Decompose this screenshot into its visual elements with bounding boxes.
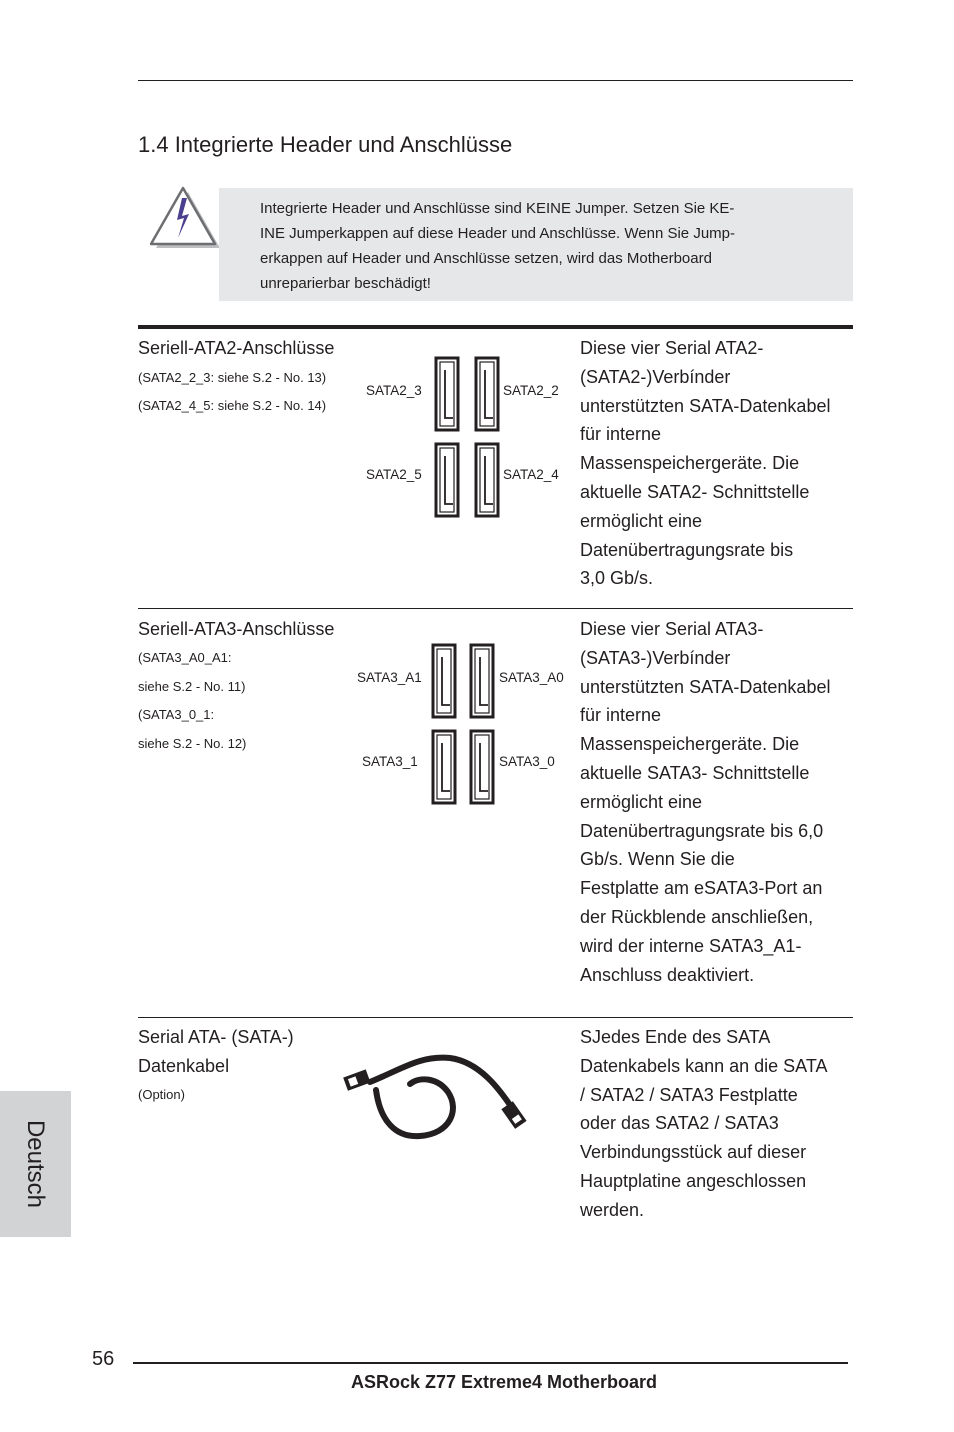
caution-text [260, 196, 799, 296]
sata2-note: (SATA2_2_3: siehe S.2 - No. 13) [138, 370, 327, 385]
port-label-sata2-5: SATA2_5 [366, 467, 422, 482]
desc-line: ermöglicht eine [580, 791, 703, 812]
language-tab [0, 1091, 71, 1237]
caution-box [219, 188, 853, 301]
sata3-note: siehe S.2 - No. 12) [138, 736, 247, 751]
cable-title: Datenkabel [138, 1056, 230, 1076]
table-top-rule [138, 325, 853, 329]
caution-line: INE Jumperkappen auf diese Header und Anschlüsse. Wenn Sie Jump- [260, 225, 735, 242]
sata3-note: (SATA3_A0_A1: [138, 650, 232, 665]
sata2-title: Seriell-ATA2-Anschlüsse [138, 338, 335, 358]
top-rule [138, 80, 853, 81]
desc-line: wird der interne SATA3_A1- [580, 935, 802, 956]
port-label-sata2-4: SATA2_4 [503, 467, 559, 482]
sata-port-icon [436, 444, 458, 516]
row-divider [138, 608, 853, 609]
cable-description [580, 1023, 852, 1225]
desc-line: Massenspeichergeräte. Die [580, 734, 800, 755]
sata2-note: (SATA2_4_5: siehe S.2 - No. 14) [138, 398, 327, 413]
sata-port-icon [476, 444, 498, 516]
port-label-sata2-2: SATA2_2 [503, 383, 559, 398]
desc-line: Datenübertragungsrate bis [580, 539, 794, 560]
desc-line: Festplatte am eSATA3-Port an [580, 878, 823, 899]
desc-line: Datenkabels kann an die SATA [580, 1055, 828, 1076]
port-label-sata3-a1: SATA3_A1 [357, 670, 422, 685]
desc-line: aktuelle SATA2- Schnittstelle [580, 481, 810, 502]
footer-brand: ASRock Z77 Extreme4 Motherboard [350, 1372, 658, 1392]
desc-line: Hauptplatine angeschlossen [580, 1170, 807, 1191]
desc-line: Verbindungsstück auf dieser [580, 1142, 807, 1163]
desc-line: (SATA3-)Verbínder [580, 647, 731, 668]
desc-line: / SATA2 / SATA3 Festplatte [580, 1084, 798, 1105]
row-divider [138, 1017, 853, 1018]
sata3-title: Seriell-ATA3-Anschlüsse [138, 619, 335, 639]
page-number: 56 [92, 1348, 115, 1370]
sata-port-icon [476, 358, 498, 430]
sata-port-icon [433, 645, 455, 717]
caution-line: Integrierte Header und Anschlüsse sind KEINE Jumper. Setzen Sie KE- [260, 200, 735, 217]
sata2-description [580, 334, 852, 593]
sata-port-icon [436, 358, 458, 430]
sata-port-icon [471, 645, 493, 717]
desc-line: für interne [580, 424, 662, 445]
port-label-sata3-1: SATA3_1 [362, 754, 418, 769]
desc-line: werden. [580, 1199, 645, 1220]
sata3-note: siehe S.2 - No. 11) [138, 679, 246, 694]
desc-line: unterstützten SATA-Datenkabel [580, 395, 831, 416]
desc-line: der Rückblende anschließen, [580, 906, 814, 927]
sata3-connector-diagram [431, 643, 497, 805]
desc-line: (SATA2-)Verbínder [580, 366, 731, 387]
language-tab-label: Deutsch [22, 1119, 49, 1209]
sata-cable-icon [340, 1050, 530, 1145]
sata-port-icon [433, 731, 455, 803]
desc-line: Diese vier Serial ATA2- [580, 338, 764, 358]
desc-line: Gb/s. Wenn Sie die [580, 849, 735, 870]
port-label-sata2-3: SATA2_3 [366, 383, 422, 398]
desc-line: Datenübertragungsrate bis 6,0 [580, 820, 824, 841]
caution-line: unreparierbar beschädigt! [260, 275, 431, 292]
sata-port-icon [471, 731, 493, 803]
desc-line: Diese vier Serial ATA3- [580, 619, 764, 639]
cable-title: Serial ATA- (SATA-) [138, 1027, 294, 1047]
port-label-sata3-0: SATA3_0 [499, 754, 555, 769]
desc-line: unterstützten SATA-Datenkabel [580, 676, 831, 697]
cable-note: (Option) [138, 1087, 185, 1102]
desc-line: 3,0 Gb/s. [580, 568, 654, 589]
sata2-connector-diagram [434, 356, 500, 518]
desc-line: aktuelle SATA3- Schnittstelle [580, 762, 810, 783]
port-label-sata3-a0: SATA3_A0 [499, 670, 564, 685]
warning-triangle-icon [150, 186, 222, 254]
sata3-note: (SATA3_0_1: [138, 707, 215, 722]
section-title: 1.4 Integrierte Header und Anschlüsse [138, 132, 513, 157]
footer-rule [133, 1362, 848, 1364]
caution-line: erkappen auf Header und Anschlüsse setzen, wird das Motherboard [260, 250, 712, 267]
sata3-description [580, 615, 852, 989]
desc-line: oder das SATA2 / SATA3 [580, 1113, 779, 1134]
desc-line: SJedes Ende des SATA [580, 1027, 771, 1047]
desc-line: ermöglicht eine [580, 510, 703, 531]
desc-line: Massenspeichergeräte. Die [580, 453, 800, 474]
desc-line: Anschluss deaktiviert. [580, 964, 755, 985]
desc-line: für interne [580, 705, 662, 726]
